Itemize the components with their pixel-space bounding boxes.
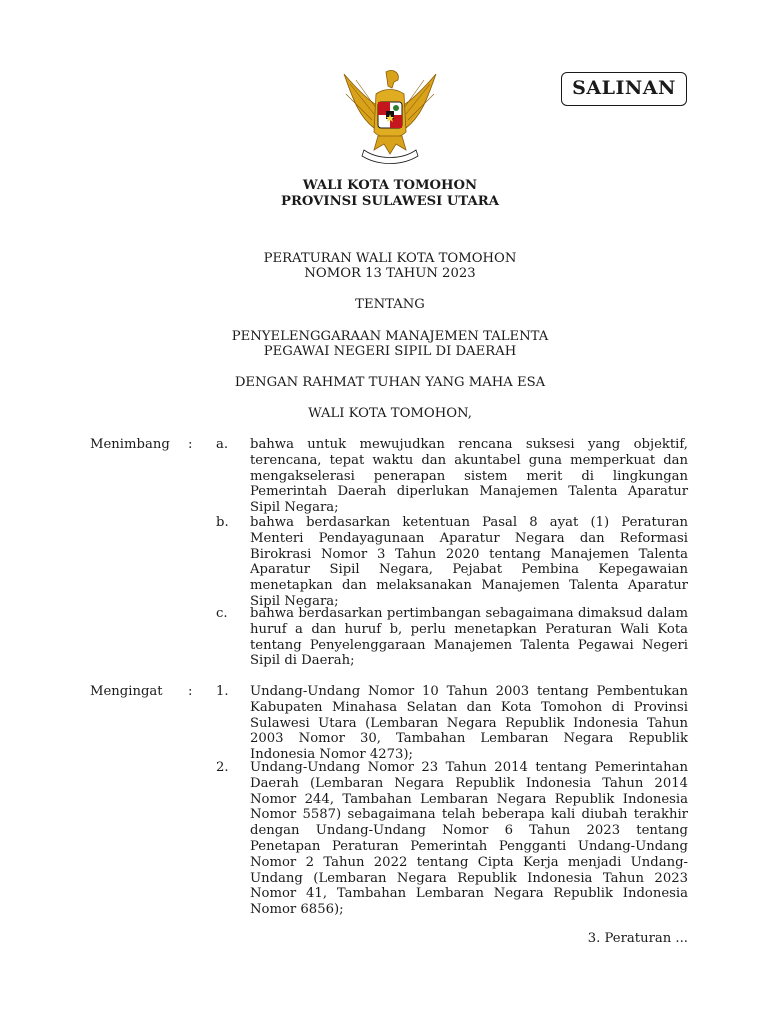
invocation: DENGAN RAHMAT TUHAN YANG MAHA ESA bbox=[234, 375, 546, 390]
regulation-subject-line1: PENYELENGGARAAN MANAJEMEN TALENTA bbox=[231, 329, 549, 344]
regulation-number: NOMOR 13 TAHUN 2023 bbox=[304, 266, 476, 281]
mengingat-item-2-marker: 2. bbox=[216, 760, 229, 775]
menimbang-label: Menimbang bbox=[90, 437, 170, 452]
menimbang-item-c-marker: c. bbox=[216, 606, 228, 621]
issuer: WALI KOTA TOMOHON, bbox=[308, 406, 472, 421]
continuation-note: 3. Peraturan ... bbox=[587, 931, 688, 946]
regulation-subject-line2: PEGAWAI NEGERI SIPIL DI DAERAH bbox=[263, 344, 517, 359]
menimbang-item-a-text: bahwa untuk mewujudkan rencana suksesi yang objektif, terencana, tepat waktu dan akuntabel guna memperkuat dan mengakselerasi penerapan sistem merit di lingkungan Pemerintah Daerah diperlukan Manajemen Talenta Aparatur Sipil Negara; bbox=[250, 437, 688, 516]
mengingat-item-2-text: Undang-Undang Nomor 23 Tahun 2014 tentang Pemerintahan Daerah (Lembaran Negara Republik Indonesia Tahun 2014 Nomor 244, Tambahan Lembaran Negara Republik Indonesia Nomor 5587) sebagaimana telah beberapa kali diubah terakhir dengan Undang-Undang Nomor 6 Tahun 2023 tentang Penetapan Peraturan Pemerintah Pengganti Undang-Undang Nomor 2 Tahun 2022 tentang Cipta Kerja menjadi Undang-Undang (Lembaran Negara Republik Indonesia Tahun 2023 Nomor 41, Tambahan Lembaran Negara Republik Indonesia Nomor 6856); bbox=[250, 760, 688, 918]
menimbang-item-b-text: bahwa berdasarkan ketentuan Pasal 8 ayat (1) Peraturan Menteri Pendayagunaan Aparatur Negara dan Reformasi Birokrasi Nomor 3 Tahun 2020 tentang Manajemen Talenta Aparatur Sipil Negara, Pejabat Pembina Kepegawaian menetapkan dan melaksanakan Manajemen Talenta Aparatur Sipil Negara; bbox=[250, 515, 688, 609]
mengingat-item-1-text: Undang-Undang Nomor 10 Tahun 2003 tentang Pembentukan Kabupaten Minahasa Selatan dan Kota Tomohon di Provinsi Sulawesi Utara (Lembaran Negara Republik Indonesia Tahun 2003 Nomor 30, Tambahan Lembaran Negara Republik Indonesia Nomor 4273); bbox=[250, 684, 688, 763]
menimbang-item-c-text: bahwa berdasarkan pertimbangan sebagaimana dimaksud dalam huruf a dan huruf b, perlu menetapkan Peraturan Wali Kota tentang Penyelenggaraan Manajemen Talenta Pegawai Negeri Sipil di Daerah; bbox=[250, 606, 688, 669]
menimbang-item-a-marker: a. bbox=[216, 437, 229, 452]
heading-line1: WALI KOTA TOMOHON bbox=[302, 178, 478, 193]
menimbang-item-b-marker: b. bbox=[216, 515, 229, 530]
garuda-emblem bbox=[334, 66, 446, 166]
menimbang-colon: : bbox=[188, 437, 193, 452]
regulation-title: PERATURAN WALI KOTA TOMOHON bbox=[263, 251, 517, 266]
mengingat-label: Mengingat bbox=[90, 684, 163, 699]
mengingat-item-1-marker: 1. bbox=[216, 684, 229, 699]
salinan-stamp: SALINAN bbox=[561, 72, 687, 106]
regulation-about: TENTANG bbox=[355, 297, 425, 312]
heading-line2: PROVINSI SULAWESI UTARA bbox=[281, 194, 499, 209]
mengingat-colon: : bbox=[188, 684, 193, 699]
